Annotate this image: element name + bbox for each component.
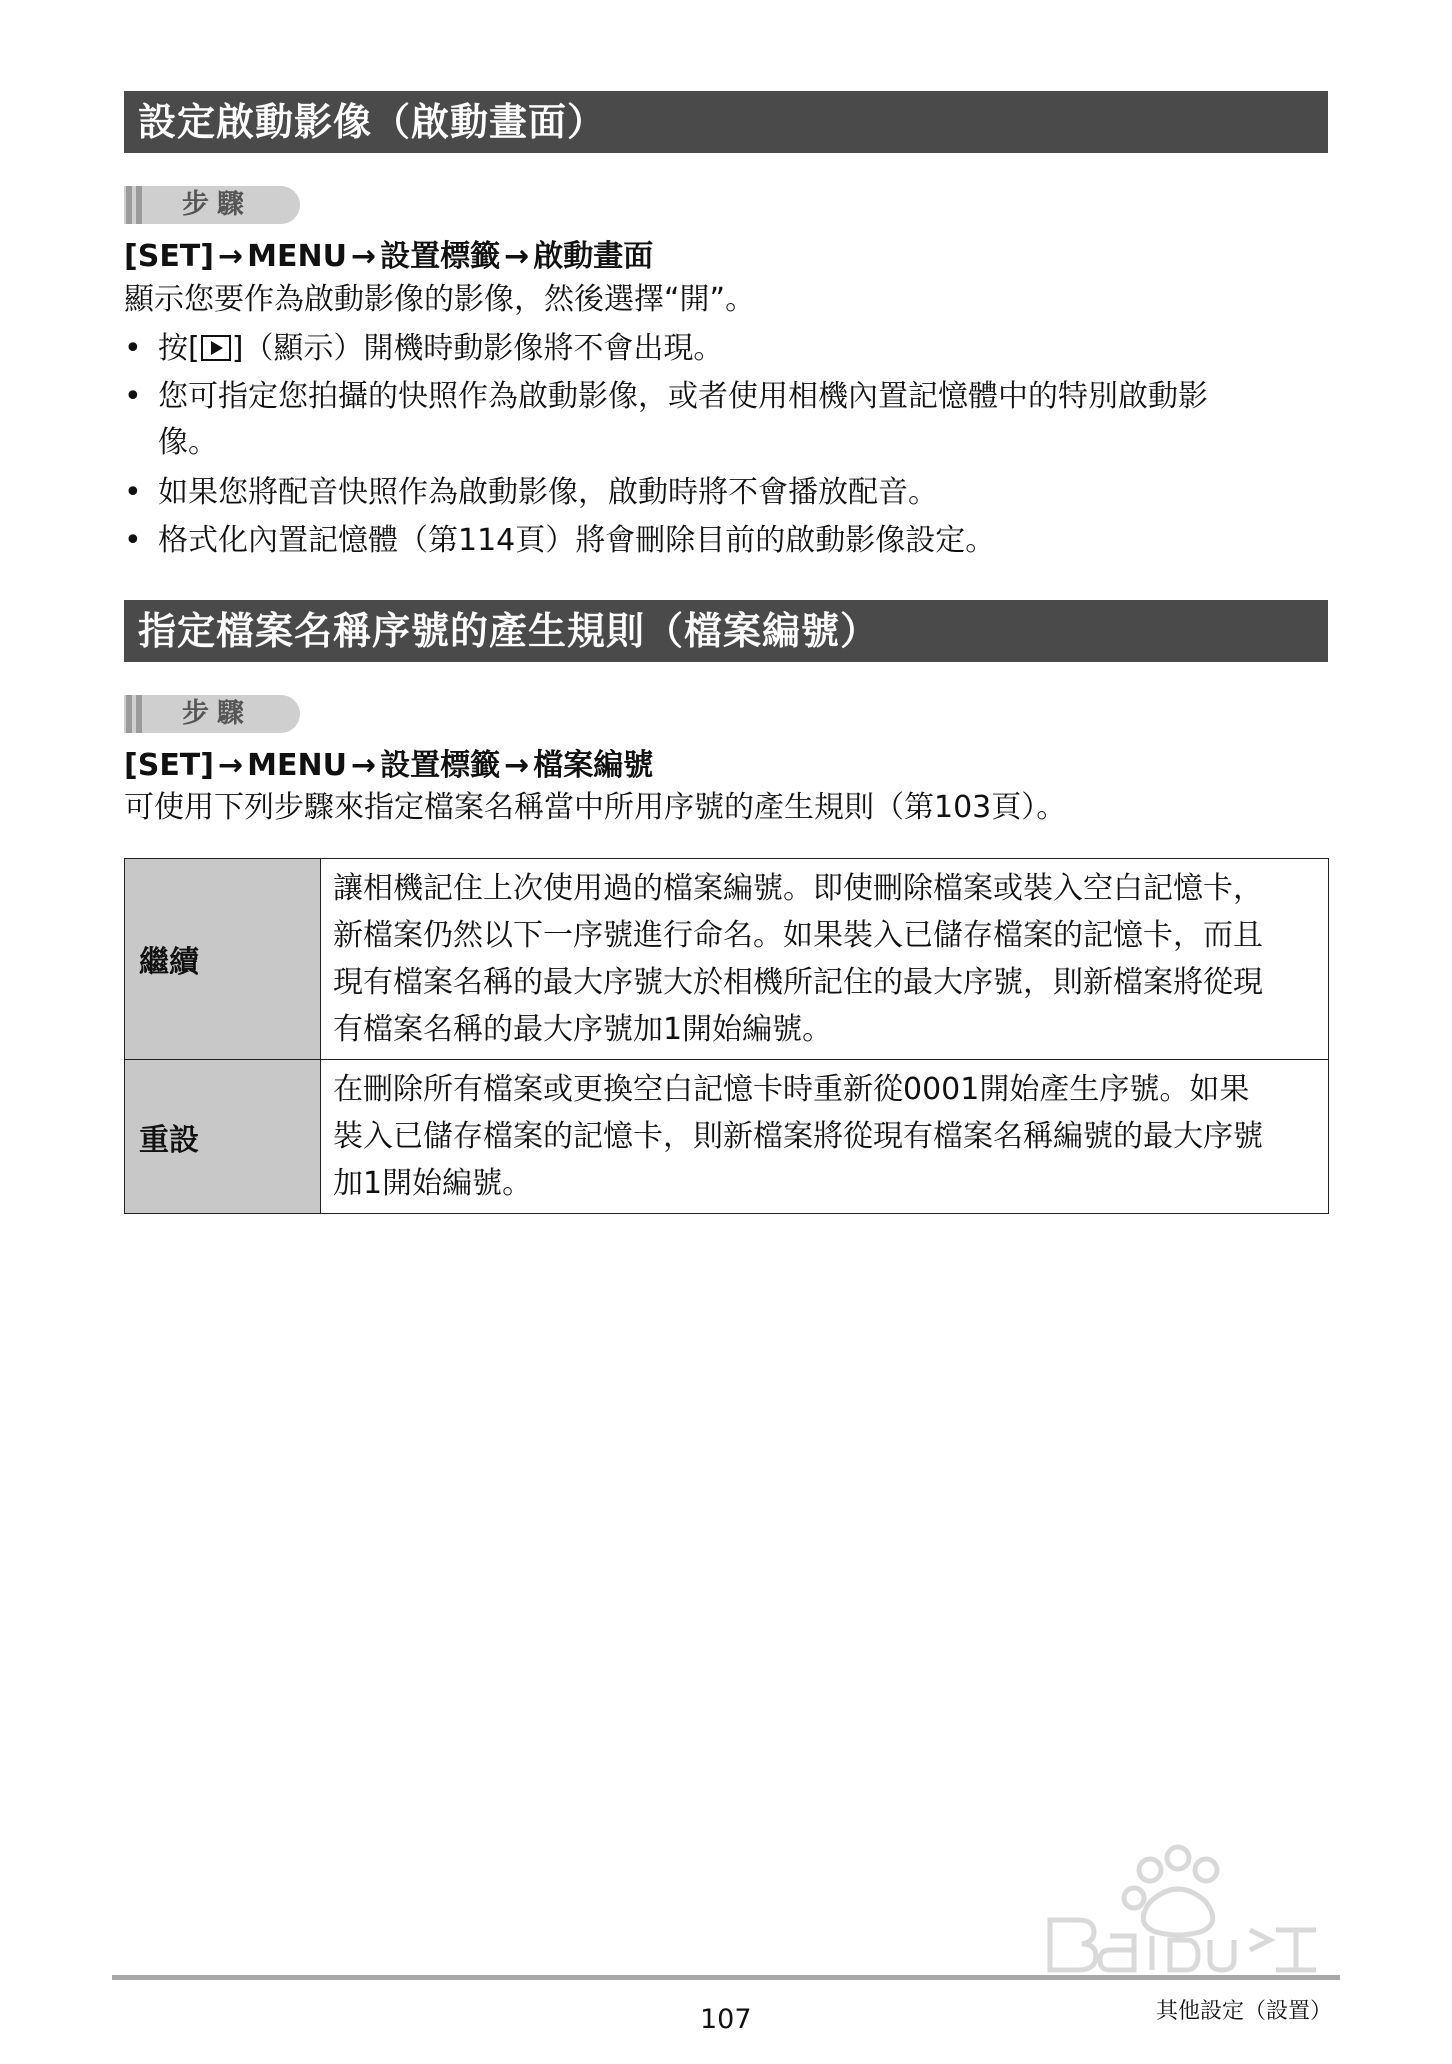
arrow-icon: → xyxy=(350,748,377,783)
bullet-text: 如果您將配音快照作為啟動影像，啟動時將不會播放配音。 xyxy=(158,475,938,510)
arrow-icon: → xyxy=(504,239,530,274)
path-set: [SET] xyxy=(124,748,214,783)
arrow-icon: → xyxy=(504,748,530,783)
list-item xyxy=(124,329,723,369)
path-file-number: 檔案編號 xyxy=(533,748,654,783)
option-name: 繼續 xyxy=(125,859,321,1060)
page-number: 107 xyxy=(700,2004,752,2035)
section-title-file-number: 指定檔案名稱序號的產生規則（檔案編號） xyxy=(124,600,1328,662)
intro-text: 可使用下列步驟來指定檔案名稱當中所用序號的產生規則（第103頁）。 xyxy=(124,790,1067,825)
path-menu: MENU xyxy=(247,239,347,274)
bullet-dot: • xyxy=(124,331,142,366)
stripe-decoration xyxy=(126,695,132,733)
menu-path xyxy=(124,237,653,277)
description-line: 加1開始編號。 xyxy=(333,1166,533,1201)
options-table xyxy=(124,858,1329,1214)
description-line: 在刪除所有檔案或更換空白記憶卡時重新從0001開始產生序號。如果 xyxy=(333,1072,1250,1107)
step-tag xyxy=(124,695,300,733)
bullet-dot: • xyxy=(124,475,142,510)
stripe-decoration xyxy=(136,186,142,224)
description-line: 裝入已儲存檔案的記憶卡，則新檔案將從現有檔案名稱編號的最大序號 xyxy=(333,1119,1263,1154)
bullet-text: ]（顯示）開機時動影像將不會出現。 xyxy=(231,331,724,366)
bullet-dot: • xyxy=(124,379,142,414)
path-startup-screen: 啟動畫面 xyxy=(533,239,654,274)
description-line: 有檔案名稱的最大序號加1開始編號。 xyxy=(333,1012,833,1047)
option-name: 重設 xyxy=(125,1060,321,1214)
stripe-decoration xyxy=(126,186,132,224)
path-set: [SET] xyxy=(124,239,214,274)
step-label: 步驟 xyxy=(182,698,252,729)
table-row xyxy=(125,859,1329,1060)
table-row xyxy=(125,1060,1329,1214)
description-line: 新檔案仍然以下一序號進行命名。如果裝入已儲存檔案的記憶卡，而且 xyxy=(333,918,1263,953)
list-item xyxy=(124,473,938,513)
description-line: 讓相機記住上次使用過的檔案編號。即使刪除檔案或裝入空白記憶卡， xyxy=(333,871,1263,906)
arrow-icon: → xyxy=(350,239,377,274)
option-description xyxy=(321,1060,1329,1214)
list-item xyxy=(124,521,995,561)
arrow-icon: → xyxy=(218,239,244,274)
option-description xyxy=(321,859,1329,1060)
arrow-icon: → xyxy=(218,748,244,783)
bullet-text: 您可指定您拍攝的快照作為啟動影像，或者使用相機內置記憶體中的特別啟動影 xyxy=(158,379,1208,414)
list-item xyxy=(124,377,1208,417)
watermark-logo-icon xyxy=(1030,1840,1360,2020)
bullet-text-continued: 像。 xyxy=(158,425,218,460)
play-button-icon xyxy=(201,335,231,361)
path-setup-tab: 設置標籤 xyxy=(380,239,501,274)
step-label: 步驟 xyxy=(182,189,252,220)
bullet-dot: • xyxy=(124,523,142,558)
path-menu: MENU xyxy=(247,748,347,783)
step-tag xyxy=(124,186,300,224)
intro-text: 顯示您要作為啟動影像的影像，然後選擇“開”。 xyxy=(124,282,756,317)
section-title-startup-image: 設定啟動影像（啟動畫面） xyxy=(124,91,1328,153)
path-setup-tab: 設置標籤 xyxy=(380,748,501,783)
footer-divider xyxy=(112,1975,1340,1980)
bullet-text: 格式化內置記憶體（第114頁）將會刪除目前的啟動影像設定。 xyxy=(158,523,996,558)
menu-path xyxy=(124,746,653,786)
stripe-decoration xyxy=(136,695,142,733)
bullet-text: 按[ xyxy=(158,331,200,366)
description-line: 現有檔案名稱的最大序號大於相機所記住的最大序號，則新檔案將從現 xyxy=(333,965,1263,1000)
footer-section-title: 其他設定（設置） xyxy=(1155,1999,1332,2024)
